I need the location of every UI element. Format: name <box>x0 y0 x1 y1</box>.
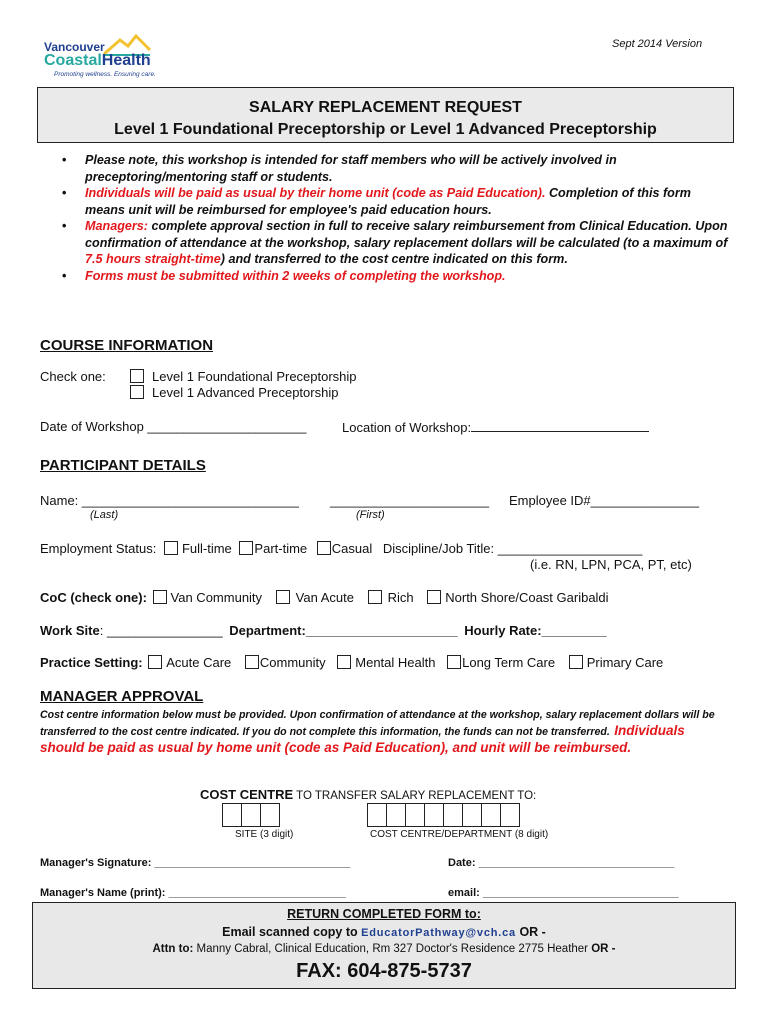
dept-digit-boxes[interactable] <box>367 803 520 827</box>
employment-status-row <box>40 541 642 556</box>
coc-rich-checkbox[interactable] <box>368 590 382 604</box>
last-hint: (Last) <box>90 509 119 521</box>
full-time-label: Full-time <box>181 541 232 556</box>
check-one-label: Check one: <box>40 369 106 384</box>
employment-status-label: Employment Status: <box>40 541 157 556</box>
part-time-checkbox[interactable] <box>239 541 253 555</box>
manager-signature-field[interactable]: Manager's Signature: ________________________________ <box>40 857 351 869</box>
coc-row: CoC (check one): Van Community Van Acute Rich North Shore/Coast Garibaldi <box>40 590 609 605</box>
course-option-advanced[interactable]: Level 1 Advanced Preceptorship <box>130 385 338 400</box>
part-time-label: Part-time <box>254 541 308 556</box>
practice-long-term-checkbox[interactable] <box>447 655 461 669</box>
logo-line1: Vancouver <box>44 40 105 54</box>
hourly-rate-field[interactable]: Hourly Rate:_________ <box>464 623 607 638</box>
dept-label: COST CENTRE/DEPARTMENT (8 digit) <box>370 829 549 840</box>
department-field[interactable]: Department:_____________________ <box>229 623 458 638</box>
return-attn-line: Attn to: Manny Cabral, Clinical Education, Rm 327 Doctor's Residence 2775 Heather OR - <box>152 943 616 955</box>
location-blank[interactable] <box>471 419 649 432</box>
practice-mental-health-checkbox[interactable] <box>337 655 351 669</box>
workshop-date-field[interactable]: Date of Workshop ______________________ <box>40 419 307 434</box>
note-1: • Please note, this workshop is intended for staff members who will be actively involved in preceptoring/mentoring staff or students. <box>40 152 730 185</box>
first-name-field[interactable]: ______________________ <box>330 493 490 508</box>
casual-checkbox[interactable] <box>317 541 331 555</box>
manager-date-field[interactable]: Date: ________________________________ <box>448 857 675 869</box>
cost-centre-heading: COST CENTRE TO TRANSFER SALARY REPLACEMENT TO: <box>200 787 537 802</box>
course-option-foundational[interactable]: Level 1 Foundational Preceptorship <box>130 369 357 384</box>
note-3: • Managers: complete approval section in full to receive salary reimbursement from Clinical Education. Upon confirmation of attendance at the workshop, salary replacement dollars will be calculated (to a maximum of 7.5 hours straight-time) and transferred to the cost centre indicated on this form. <box>40 218 730 268</box>
work-site-field[interactable]: : ________________ <box>99 623 223 638</box>
workshop-location-field[interactable]: Location of Workshop: <box>342 419 649 435</box>
logo <box>40 34 160 84</box>
coc-label: CoC (check one): <box>40 590 147 605</box>
note-4: • Forms must be submitted within 2 weeks of completing the workshop. <box>40 268 730 285</box>
return-fax: FAX: 604-875-5737 <box>296 960 472 982</box>
site-digit-boxes[interactable] <box>222 803 280 827</box>
manager-email-field[interactable]: email: ________________________________ <box>448 887 679 899</box>
first-hint: (First) <box>356 509 385 521</box>
logo-tagline: Promoting wellness. Ensuring care. <box>54 71 156 78</box>
manager-name-field[interactable]: Manager's Name (print): _____________________________ <box>40 887 346 899</box>
practice-community-checkbox[interactable] <box>245 655 259 669</box>
return-email-link[interactable]: EducatorPathway@vch.ca <box>361 927 516 939</box>
discipline-field[interactable]: Discipline/Job Title: ____________________ <box>382 541 643 556</box>
practice-primary-checkbox[interactable] <box>569 655 583 669</box>
coc-north-shore-checkbox[interactable] <box>427 590 441 604</box>
manager-note: Cost centre information below must be provided. Upon confirmation of attendance at the workshop, salary replacement dollars will be transferred to the cost centre indicated. If you do not complete this information, the funds can not be transferred. Individuals should be paid as usual by home unit (code as Paid Education), and unit will be reimbursed. <box>40 709 715 755</box>
notes-list <box>40 152 730 284</box>
foundational-checkbox[interactable] <box>130 369 144 383</box>
advanced-checkbox[interactable] <box>130 385 144 399</box>
coc-van-community-checkbox[interactable] <box>153 590 167 604</box>
site-label: SITE (3 digit) <box>235 829 294 840</box>
full-time-checkbox[interactable] <box>164 541 178 555</box>
practice-label: Practice Setting: <box>40 655 143 670</box>
logo-line2 <box>44 52 151 70</box>
work-row <box>40 623 607 638</box>
page-title: SALARY REPLACEMENT REQUEST <box>249 99 522 116</box>
version-label: Sept 2014 Version <box>612 38 703 50</box>
practice-acute-checkbox[interactable] <box>148 655 162 669</box>
last-name-field[interactable]: Name: ______________________________ <box>40 493 299 508</box>
course-heading: COURSE INFORMATION <box>40 337 214 354</box>
return-line1: RETURN COMPLETED FORM to: <box>287 907 481 921</box>
logo-health: Health <box>101 52 151 69</box>
work-site-label: Work Site <box>40 623 100 638</box>
return-email-line: Email scanned copy to EducatorPathway@vch.ca OR - <box>222 925 546 939</box>
discipline-hint: (i.e. RN, LPN, PCA, PT, etc) <box>530 557 692 572</box>
practice-row: Practice Setting: Acute Care Community Mental Health Long Term Care Primary Care <box>40 655 664 670</box>
participant-heading: PARTICIPANT DETAILS <box>40 457 206 474</box>
employee-id-field[interactable]: Employee ID#_______________ <box>509 493 700 508</box>
page-subtitle: Level 1 Foundational Preceptorship or Level 1 Advanced Preceptorship <box>114 121 657 138</box>
logo-coastal: Coastal <box>44 52 102 69</box>
casual-label: Casual <box>331 541 373 556</box>
note-2: • Individuals will be paid as usual by their home unit (code as Paid Education). Completion of this form means unit will be reimbursed for employee's paid education hours. <box>40 185 730 218</box>
coc-van-acute-checkbox[interactable] <box>276 590 290 604</box>
manager-heading: MANAGER APPROVAL <box>40 688 204 705</box>
